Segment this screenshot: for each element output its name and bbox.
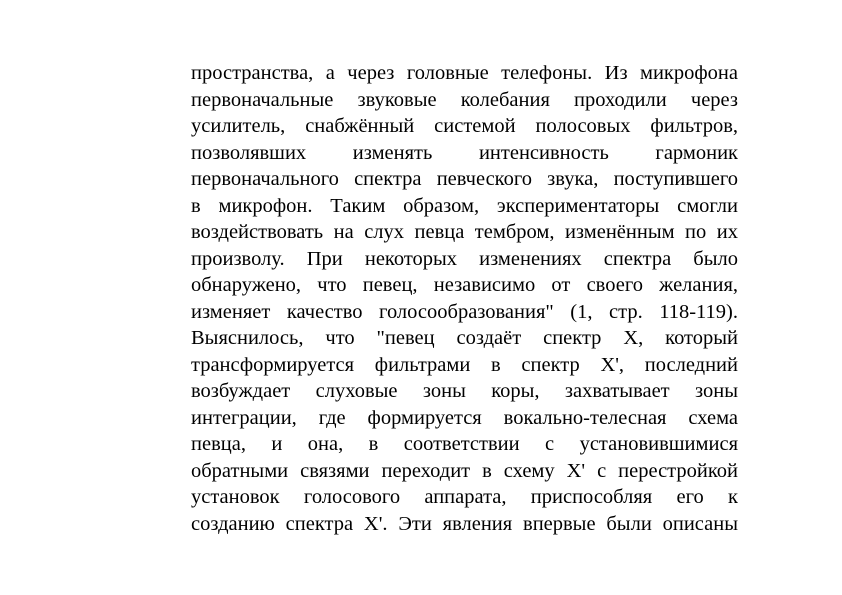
- text-line-12: трансформируется фильтрами в спектр X', последний: [191, 353, 738, 376]
- text-line-2: первоначальные звуковые колебания проходили через: [191, 88, 738, 111]
- body-text: [191, 60, 738, 537]
- text-line-5: первоначального спектра певческого звука, поступившего: [191, 168, 738, 190]
- text-line-14: интеграции, где формируется вокально-телесная схема: [191, 406, 738, 429]
- text-line-7: воздействовать на слух певца тембром, изменённым по их: [191, 221, 738, 243]
- text-line-6: в микрофон. Таким образом, экспериментаторы смогли: [191, 194, 738, 217]
- text-line-10: изменяет качество голосообразования" (1, стр. 118-119).: [191, 300, 738, 323]
- text-line-17: установок голосового аппарата, приспособляя его к: [191, 486, 738, 508]
- text-line-13: возбуждает слуховые зоны коры, захватывает зоны: [191, 380, 738, 402]
- text-line-15: певца, и она, в соответствии с установившимися: [191, 433, 738, 455]
- text-line-3: усилитель, снабжённый системой полосовых фильтров,: [191, 115, 738, 137]
- text-line-9: обнаружено, что певец, независимо от своего желания,: [191, 274, 738, 296]
- text-line-11: Выяснилось, что "певец создаёт спектр X, который: [191, 327, 738, 349]
- text-line-4: позволявших изменять интенсивность гармоник: [191, 141, 738, 164]
- text-line-16: обратными связями переходит в схему X' с перестройкой: [191, 459, 738, 482]
- text-line-18: созданию спектра X'. Эти явления впервые были описаны: [191, 512, 738, 535]
- text-line-1: пространства, а через головные телефоны. Из микрофона: [191, 62, 738, 84]
- text-line-8: произволу. При некоторых изменениях спектра было: [191, 247, 738, 270]
